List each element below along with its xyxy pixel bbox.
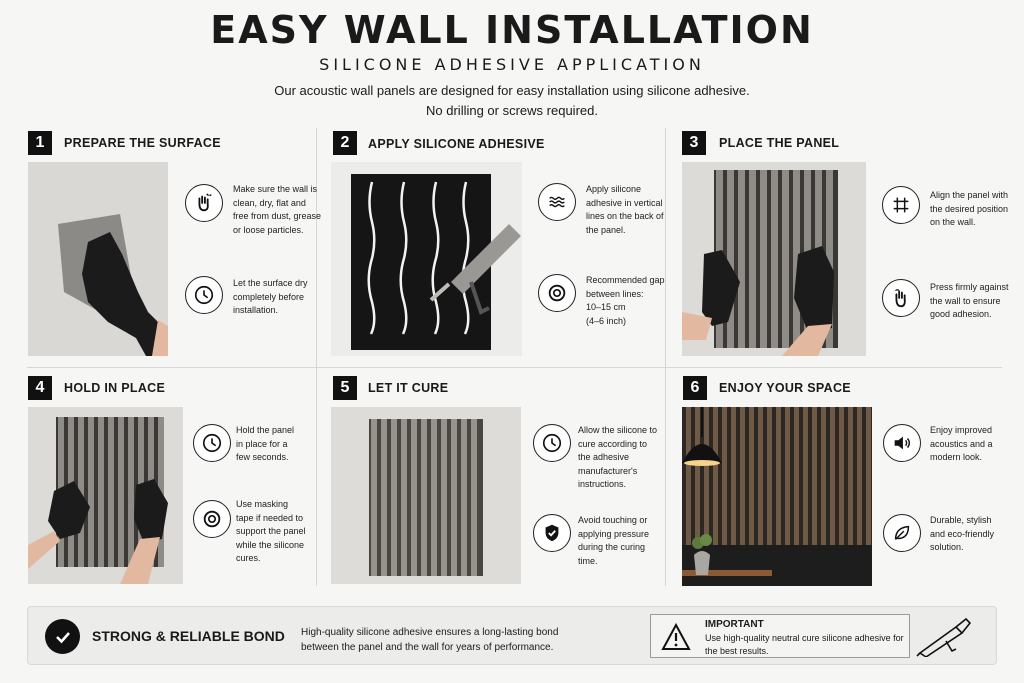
step-photo-finished-room xyxy=(682,407,872,586)
step-title: ENJOY YOUR SPACE xyxy=(719,381,851,395)
step-title: HOLD IN PLACE xyxy=(64,381,166,395)
divider xyxy=(27,367,1002,368)
wavy-lines-icon xyxy=(538,183,576,221)
step-title: PREPARE THE SURFACE xyxy=(64,136,221,150)
clock-icon xyxy=(533,424,571,462)
tip-text: Let the surface dry completely before installation. xyxy=(233,278,308,315)
intro-line-2: No drilling or screws required. xyxy=(426,103,598,118)
tip-text: Use masking tape if needed to support the panel while the silicone cures. xyxy=(236,499,306,563)
tip-text: Durable, stylish and eco-friendly solution. xyxy=(930,515,995,552)
grid-align-icon xyxy=(882,186,920,224)
warning-icon xyxy=(661,623,691,651)
caulking-gun-icon xyxy=(916,615,974,657)
step-number: 3 xyxy=(682,131,706,155)
step-photo-hold-panel xyxy=(28,407,183,584)
step-title: APPLY SILICONE ADHESIVE xyxy=(368,137,545,151)
step-photo-wipe-wall xyxy=(28,162,168,356)
bond-description: High-quality silicone adhesive ensures a long-lasting bond between the panel and the wall for years of performance. xyxy=(301,627,559,653)
step-number: 2 xyxy=(333,131,357,155)
tip-text: Make sure the wall is clean, dry, flat and free from dust, grease or loose particles. xyxy=(233,184,322,235)
footer-banner xyxy=(27,606,997,665)
step-photo-curing-panel xyxy=(331,407,521,584)
leaf-icon xyxy=(883,514,921,552)
step-photo-place-panel xyxy=(682,162,866,356)
step-title: LET IT CURE xyxy=(368,381,449,395)
speaker-icon xyxy=(883,424,921,462)
timer-icon xyxy=(193,424,231,462)
important-description: Use high-quality neutral cure silicone adhesive for the best results. xyxy=(705,633,904,656)
tip-text: Avoid touching or applying pressure during the curing time. xyxy=(578,515,650,566)
tip-text: Align the panel with the desired position on the wall. xyxy=(930,190,1009,227)
step-number: 6 xyxy=(683,376,707,400)
clock-icon xyxy=(185,276,223,314)
tip-text: Allow the silicone to cure according to the adhesive manufacturer's instructions. xyxy=(578,425,658,489)
important-note xyxy=(650,614,910,658)
hand-wipe-icon xyxy=(185,184,223,222)
tape-roll-icon xyxy=(538,274,576,312)
step-number: 4 xyxy=(28,376,52,400)
hand-press-icon xyxy=(882,279,920,317)
bond-title: STRONG & RELIABLE BOND xyxy=(92,628,285,644)
tip-text: Enjoy improved acoustics and a modern look. xyxy=(930,425,993,462)
step-number: 1 xyxy=(28,131,52,155)
tape-roll-icon xyxy=(193,500,231,538)
step-title: PLACE THE PANEL xyxy=(719,136,840,150)
tip-text: Recommended gap between lines: 10–15 cm (4–6 inch) xyxy=(586,275,665,326)
tip-text: Press firmly against the wall to ensure good adhesion. xyxy=(930,282,1009,319)
page-subtitle: SILICONE ADHESIVE APPLICATION xyxy=(319,55,705,74)
important-title: IMPORTANT xyxy=(705,619,764,630)
intro-line-1: Our acoustic wall panels are designed for easy installation using silicone adhesive. xyxy=(274,83,750,98)
step-number: 5 xyxy=(333,376,357,400)
tip-text: Hold the panel in place for a few seconds. xyxy=(236,425,295,462)
checkmark-icon xyxy=(45,619,80,654)
shield-check-icon xyxy=(533,514,571,552)
page-title: EASY WALL INSTALLATION xyxy=(210,8,814,52)
step-photo-apply-silicone xyxy=(331,162,522,356)
tip-text: Apply silicone adhesive in vertical lines on the back of the panel. xyxy=(586,184,664,235)
